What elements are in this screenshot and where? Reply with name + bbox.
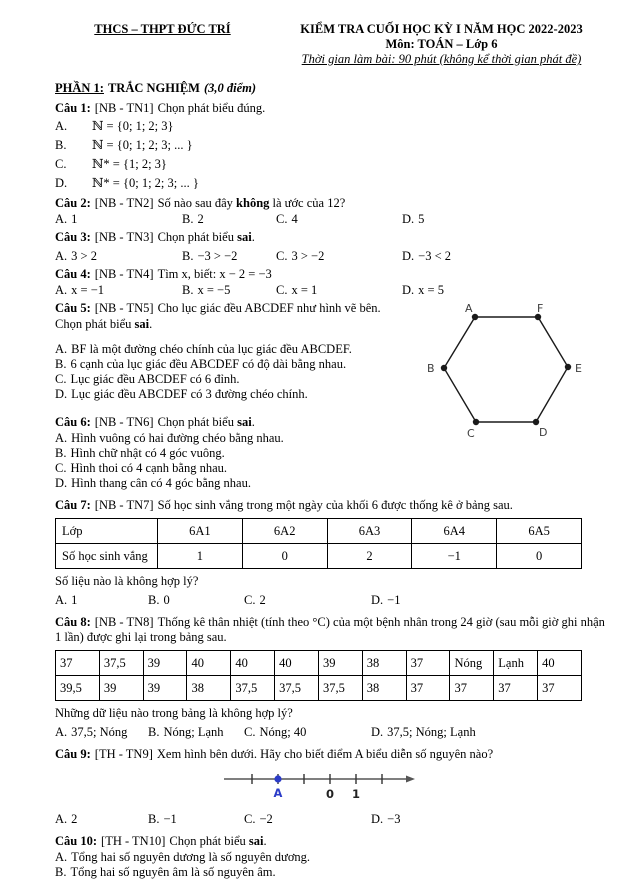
question-head (55, 615, 613, 645)
table-cell: 6A1 (158, 519, 243, 544)
question-tag: [TH - TN9] (94, 747, 153, 761)
question-tag: [NB - TN1] (94, 101, 154, 115)
question-post-stem: Những dữ liệu nào trong bảng là không hợp lý? (55, 706, 293, 720)
option-letter: D. (55, 476, 68, 490)
point-a-dot (274, 775, 281, 782)
option-letter: C. (244, 725, 256, 739)
option-letter: C. (244, 593, 256, 607)
question-stem: Chọn phát biểu (169, 834, 249, 848)
option-text: 0 (163, 593, 170, 607)
table-cell: 37,5 (318, 676, 362, 701)
option-text: Lục giác đều ABCDEF có 3 đường chéo chính. (71, 387, 308, 401)
question-tag: [NB - TN2] (94, 196, 154, 210)
table-cell: 2 (327, 544, 412, 569)
option-a (55, 283, 182, 298)
question-label: Câu 4: (55, 267, 91, 281)
table-cell: 40 (538, 651, 582, 676)
option-letter: D. (55, 176, 68, 190)
question-2 (55, 196, 613, 227)
option-b (182, 283, 276, 298)
option-d (371, 812, 613, 827)
option-letter: A. (55, 119, 68, 133)
point-a-label: A (273, 786, 283, 800)
question-stem: Cho lục giác đều ABCDEF như hình vẽ bên. (157, 301, 381, 315)
option-text: −3 (387, 812, 401, 826)
option-d (402, 249, 613, 264)
option-c (276, 283, 402, 298)
option-letter: A. (55, 812, 68, 826)
option-letter: C. (244, 812, 256, 826)
option-text: Tổng hai số nguyên âm là số nguyên âm. (70, 865, 276, 879)
table-cell: Số học sinh vắng (56, 544, 158, 569)
table-cell: 40 (231, 651, 275, 676)
question-label: Câu 9: (55, 747, 91, 761)
option-a (55, 725, 148, 740)
option-letter: C. (55, 461, 67, 475)
question-stem: Tìm x, biết: x − 2 = −3 (157, 267, 272, 281)
option-letter: B. (148, 725, 160, 739)
question-label: Câu 7: (55, 498, 91, 512)
table-cell: 39 (143, 651, 187, 676)
option-letter: B. (55, 138, 67, 152)
option-text: −1 (387, 593, 401, 607)
option-text: 3 > −2 (291, 249, 325, 263)
option-a (55, 117, 613, 136)
table-cell: 37 (406, 651, 450, 676)
option-d (402, 283, 613, 298)
table-cell: 37 (450, 676, 494, 701)
header-right (270, 22, 613, 67)
option-letter: B. (148, 812, 160, 826)
option-b (148, 593, 244, 608)
question-tag: [NB - TN4] (94, 267, 154, 281)
question-label: Câu 6: (55, 415, 91, 429)
question-9 (55, 747, 613, 827)
table-cell: 6A4 (412, 519, 497, 544)
option-text: Hình chữ nhật có 4 góc vuông. (70, 446, 225, 460)
option-letter: C. (55, 157, 67, 171)
table-cell: 0 (497, 544, 582, 569)
option-d (371, 593, 613, 608)
table-cell: 37,5 (275, 676, 319, 701)
option-text: 3 > 2 (71, 249, 97, 263)
question-stem: Số nào sau đây (157, 196, 237, 210)
question-stem: Số học sinh vắng trong một ngày của khối 6 được thống kê ở bảng sau. (157, 498, 513, 512)
option-b (148, 725, 244, 740)
table-cell: 37 (494, 676, 538, 701)
option-b (182, 212, 276, 227)
option-letter: A. (55, 212, 68, 226)
option-text: x = −1 (71, 283, 105, 297)
option-text: ℕ* = {1; 2; 3} (92, 157, 167, 171)
question-8 (55, 615, 613, 740)
option-text: 2 (71, 812, 78, 826)
table-cell: 37,5 (231, 676, 275, 701)
question-10 (55, 834, 613, 880)
table-cell: 1 (158, 544, 243, 569)
table-cell: 39 (99, 676, 143, 701)
option-letter: A. (55, 725, 68, 739)
option-text: ℕ* = {0; 1; 2; 3; ... } (92, 176, 199, 190)
option-text: x = 1 (291, 283, 318, 297)
table-cell: Nóng (450, 651, 494, 676)
option-text: 1 (71, 212, 78, 226)
question-stem-bold: sai (248, 834, 264, 848)
option-text: 2 (259, 593, 266, 607)
question-stem: Chọn phát biểu (55, 317, 135, 331)
table-cell: 38 (362, 651, 406, 676)
option-c (55, 461, 613, 476)
option-b (55, 865, 613, 880)
question-label: Câu 8: (55, 615, 91, 629)
question-label: Câu 5: (55, 301, 91, 315)
header-left (55, 22, 270, 67)
table-cell: 38 (362, 676, 406, 701)
question-stem: . (149, 317, 153, 331)
question-label: Câu 10: (55, 834, 98, 848)
vertex-dot-b (441, 365, 447, 371)
option-letter: B. (55, 357, 67, 371)
question-label: Câu 1: (55, 101, 91, 115)
table-cell: 37 (56, 651, 100, 676)
table-row (56, 651, 582, 676)
hexagon-shape (444, 317, 568, 422)
option-text: BF là một đường chéo chính của lục giác đều ABCDEF. (71, 342, 352, 356)
option-letter: D. (402, 283, 415, 297)
option-b (55, 136, 613, 155)
option-letter: D. (402, 212, 415, 226)
option-text: −2 (259, 812, 273, 826)
option-d (55, 476, 613, 491)
option-letter: D. (55, 387, 68, 401)
vertex-label-c: C (467, 427, 475, 440)
option-c (244, 812, 371, 827)
tick-label-1: 1 (351, 787, 361, 801)
table-cell: −1 (412, 544, 497, 569)
question-label: Câu 3: (55, 230, 91, 244)
option-text: Nóng; 40 (259, 725, 307, 739)
option-b (182, 249, 276, 264)
hexagon-svg (425, 303, 593, 441)
question-head (55, 498, 613, 513)
question-tag: [TH - TN10] (101, 834, 166, 848)
table-row (56, 676, 582, 701)
question-stem-bold: sai (237, 415, 252, 429)
option-text: −3 > −2 (197, 249, 238, 263)
options-row (55, 283, 613, 298)
question-head (55, 196, 613, 211)
option-a (55, 812, 148, 827)
question-stem: Chọn phát biểu (157, 415, 238, 429)
school-name: THCS – THPT ĐỨC TRÍ (94, 22, 231, 36)
page-header (55, 22, 613, 67)
question-tag: [NB - TN5] (94, 301, 154, 315)
vertex-dot-e (565, 364, 571, 370)
question-stem: . (251, 230, 255, 244)
exam-subject: Môn: TOÁN – Lớp 6 (385, 37, 498, 51)
question-stem: Thống kê thân nhiệt (tính theo °C) của một bệnh nhân trong 24 giờ (sau mỗi giờ ghi nhận 1 lần) được ghi lại trong bảng sau. (55, 615, 605, 644)
option-text: x = −5 (197, 283, 231, 297)
question-7 (55, 498, 613, 608)
hexagon-figure (425, 303, 593, 441)
vertex-dot-d (533, 419, 539, 425)
question-tag: [NB - TN6] (94, 415, 154, 429)
question-stem: Chọn phát biểu (157, 230, 238, 244)
vertex-label-a: A (465, 303, 473, 315)
table-cell: 6A5 (497, 519, 582, 544)
option-c (244, 725, 371, 740)
question-stem: . (263, 834, 267, 848)
option-letter: C. (55, 372, 67, 386)
vertex-label-b: B (427, 362, 435, 375)
option-letter: B. (182, 283, 194, 297)
option-text: Hình vuông có hai đường chéo bằng nhau. (71, 431, 284, 445)
option-text: ℕ = {0; 1; 2; 3; ... } (92, 138, 193, 152)
table-cell: 37,5 (99, 651, 143, 676)
options-row (55, 725, 613, 740)
option-b (55, 446, 613, 461)
question-stem-bold: sai (134, 317, 150, 331)
option-c (276, 249, 402, 264)
option-text: ℕ = {0; 1; 2; 3} (92, 119, 174, 133)
table-cell: 37 (538, 676, 582, 701)
option-text: Lục giác đều ABCDEF có 6 đỉnh. (70, 372, 240, 386)
question-head (55, 230, 613, 245)
option-letter: A. (55, 342, 68, 356)
question-head (55, 747, 613, 762)
option-c (244, 593, 371, 608)
question-stem: là ước của 12? (269, 196, 346, 210)
number-line-figure (220, 768, 425, 804)
question-stem-bold: sai (237, 230, 252, 244)
option-text: −1 (163, 812, 177, 826)
option-text: 37,5; Nóng (71, 725, 128, 739)
options-row (55, 249, 613, 264)
question-1 (55, 101, 613, 193)
option-letter: D. (402, 249, 415, 263)
question-head (55, 267, 613, 282)
number-line-svg (220, 768, 425, 804)
question-stem: Chọn phát biểu đúng. (157, 101, 266, 115)
option-letter: D. (371, 593, 384, 607)
axis-arrow-right (406, 776, 415, 783)
option-text: Nóng; Lạnh (163, 725, 224, 739)
temperature-table (55, 650, 582, 701)
table-cell: Lớp (56, 519, 158, 544)
question-post-stem: Số liệu nào là không hợp lý? (55, 574, 199, 588)
option-letter: D. (371, 725, 384, 739)
option-text: 5 (418, 212, 425, 226)
option-letter: C. (276, 212, 288, 226)
option-d (371, 725, 613, 740)
question-3 (55, 230, 613, 264)
option-c (55, 155, 613, 174)
options-row (55, 812, 613, 827)
options-row (55, 593, 613, 608)
option-letter: D. (371, 812, 384, 826)
option-b (148, 812, 244, 827)
option-text: 1 (71, 593, 78, 607)
table-cell: 40 (275, 651, 319, 676)
option-letter: A. (55, 249, 68, 263)
tick-label-0: 0 (325, 787, 335, 801)
table-cell: 39 (318, 651, 362, 676)
attendance-table (55, 518, 582, 569)
option-text: 6 cạnh của lục giác đều ABCDEF có độ dài bằng nhau. (70, 357, 347, 371)
table-row (56, 519, 582, 544)
option-text: Hình thoi có 4 cạnh bằng nhau. (70, 461, 228, 475)
question-label: Câu 2: (55, 196, 91, 210)
vertex-label-e: E (575, 362, 582, 375)
section-label: PHẦN 1: (55, 81, 104, 95)
table-cell: 0 (242, 544, 327, 569)
option-text: 2 (197, 212, 204, 226)
option-letter: A. (55, 593, 68, 607)
question-tag: [NB - TN8] (94, 615, 154, 629)
option-c (276, 212, 402, 227)
option-letter: C. (276, 283, 288, 297)
option-text: x = 5 (418, 283, 444, 297)
option-letter: B. (55, 865, 67, 879)
table-cell: 6A2 (242, 519, 327, 544)
question-stem: . (251, 415, 255, 429)
table-cell: Lạnh (494, 651, 538, 676)
option-text: Tổng hai số nguyên dương là số nguyên dương. (71, 850, 311, 864)
option-text: 4 (291, 212, 298, 226)
table-cell: 37 (406, 676, 450, 701)
vertex-dot-a (472, 314, 478, 320)
question-head (55, 101, 613, 116)
option-text: Hình thang cân có 4 góc bằng nhau. (71, 476, 251, 490)
option-a (55, 249, 182, 264)
option-letter: C. (276, 249, 288, 263)
options-row (55, 212, 613, 227)
option-a (55, 850, 613, 865)
option-letter: A. (55, 850, 68, 864)
table-cell: 39 (143, 676, 187, 701)
option-letter: B. (182, 212, 194, 226)
question-stem-bold: không (236, 196, 270, 210)
question-head (55, 834, 613, 849)
vertex-label-d: D (539, 426, 548, 439)
question-4 (55, 267, 613, 298)
option-letter: A. (55, 283, 68, 297)
table-cell: 39,5 (56, 676, 100, 701)
option-letter: B. (55, 446, 67, 460)
exam-time: Thời gian làm bài: 90 phút (không kể thời gian phát đề) (301, 52, 582, 66)
section-title: TRẮC NGHIỆM (107, 81, 200, 95)
option-a (55, 212, 182, 227)
question-stem: Xem hình bên dưới. Hãy cho biết điểm A biểu diễn số nguyên nào? (156, 747, 494, 761)
option-letter: A. (55, 431, 68, 445)
vertex-dot-c (473, 419, 479, 425)
question-tag: [NB - TN3] (94, 230, 154, 244)
question-tag: [NB - TN7] (94, 498, 154, 512)
option-letter: B. (182, 249, 194, 263)
section-points: (3,0 điểm) (203, 81, 257, 95)
table-cell: 38 (187, 676, 231, 701)
option-text: −3 < 2 (418, 249, 452, 263)
table-cell: 6A3 (327, 519, 412, 544)
vertex-label-f: F (537, 303, 544, 315)
option-d (402, 212, 613, 227)
table-cell: 40 (187, 651, 231, 676)
option-text: 37,5; Nóng; Lạnh (387, 725, 476, 739)
section-heading (55, 81, 613, 96)
table-row (56, 544, 582, 569)
exam-title: KIỂM TRA CUỐI HỌC KỲ I NĂM HỌC 2022-2023 (300, 22, 583, 36)
option-a (55, 593, 148, 608)
option-letter: B. (148, 593, 160, 607)
option-d (55, 174, 613, 193)
